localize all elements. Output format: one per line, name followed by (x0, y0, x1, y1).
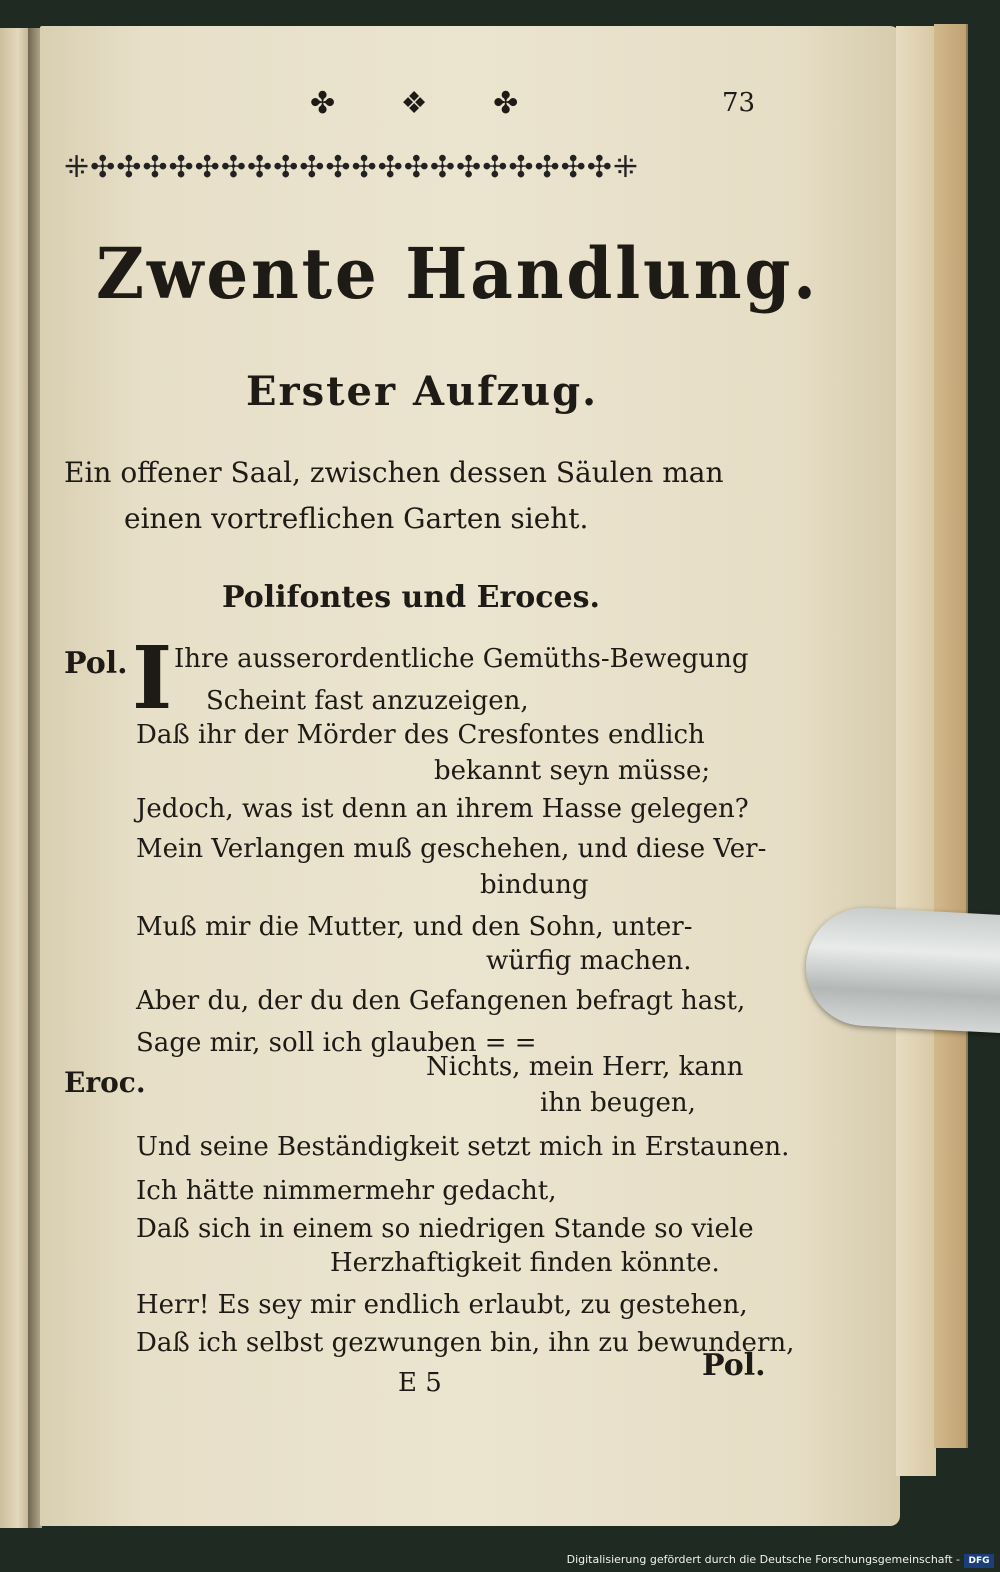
verse-line: würfig machen. (486, 946, 692, 976)
verse-line: Ich hätte nimmermehr gedacht, (136, 1176, 557, 1206)
setting-line-2: einen vortreflichen Garten sieht. (124, 502, 589, 535)
verse-line: Herr! Es sey mir endlich erlaubt, zu gestehen, (136, 1290, 748, 1320)
verse-line: Scheint fast anzuzeigen, (206, 686, 529, 716)
verse-line: Aber du, der du den Gefangenen befragt hast, (136, 986, 746, 1016)
setting-line-1: Ein offener Saal, zwischen dessen Säulen man (64, 456, 724, 489)
speaker-eroc: Eroc. (64, 1066, 146, 1099)
signature-mark: E 5 (398, 1368, 442, 1398)
ornament-border: ⁜✣✣✣✣✣✣✣✣✣✣✣✣✣✣✣✣✣✣✣✣⁜ (64, 150, 640, 185)
drop-cap: I (132, 628, 173, 729)
verse-line: Daß ihr der Mörder des Cresfontes endlich (136, 720, 705, 750)
scene-title: Erster Aufzug. (246, 368, 599, 415)
verse-line: Jedoch, was ist denn an ihrem Hasse gelegen? (136, 794, 749, 824)
verse-line: Nichts, mein Herr, kann (426, 1052, 744, 1082)
page-stack-edge (896, 26, 936, 1476)
verse-line: Muß mir die Mutter, und den Sohn, unter- (136, 912, 693, 942)
top-ornament: ✤ ❖ ✤ (310, 86, 547, 121)
page-number: 73 (722, 88, 756, 118)
verse-line: Daß sich in einem so niedrigen Stande so viele (136, 1214, 754, 1244)
verse-line: ihn beugen, (540, 1088, 696, 1118)
verse-line: Sage mir, soll ich glauben = = (136, 1028, 537, 1058)
characters-heading: Polifontes und Eroces. (222, 580, 600, 615)
verse-line: Herzhaftigkeit finden könnte. (330, 1248, 720, 1278)
digitization-credit: Digitalisierung gefördert durch die Deutsche Forschungsgemeinschaft - (566, 1553, 960, 1566)
catchword: Pol. (702, 1348, 766, 1383)
previous-page-edge (0, 28, 30, 1528)
page-clip (803, 905, 1000, 1033)
verse-line: Daß ich selbst gezwungen bin, ihn zu bewundern, (136, 1328, 795, 1358)
verse-line: bekannt seyn müsse; (434, 756, 711, 786)
verse-line: Ihre ausserordentliche Gemüths-Bewegung (174, 644, 749, 674)
verse-line: Mein Verlangen muß geschehen, und diese Ver- (136, 834, 767, 864)
verse-line: Und seine Beständigkeit setzt mich in Erstaunen. (136, 1132, 790, 1162)
speaker-pol: Pol. (64, 646, 128, 681)
verse-line: bindung (480, 870, 589, 900)
act-title: Zwente Handlung. (96, 232, 819, 315)
dfg-logo: DFG (964, 1554, 994, 1568)
book-cover-edge (934, 24, 968, 1448)
